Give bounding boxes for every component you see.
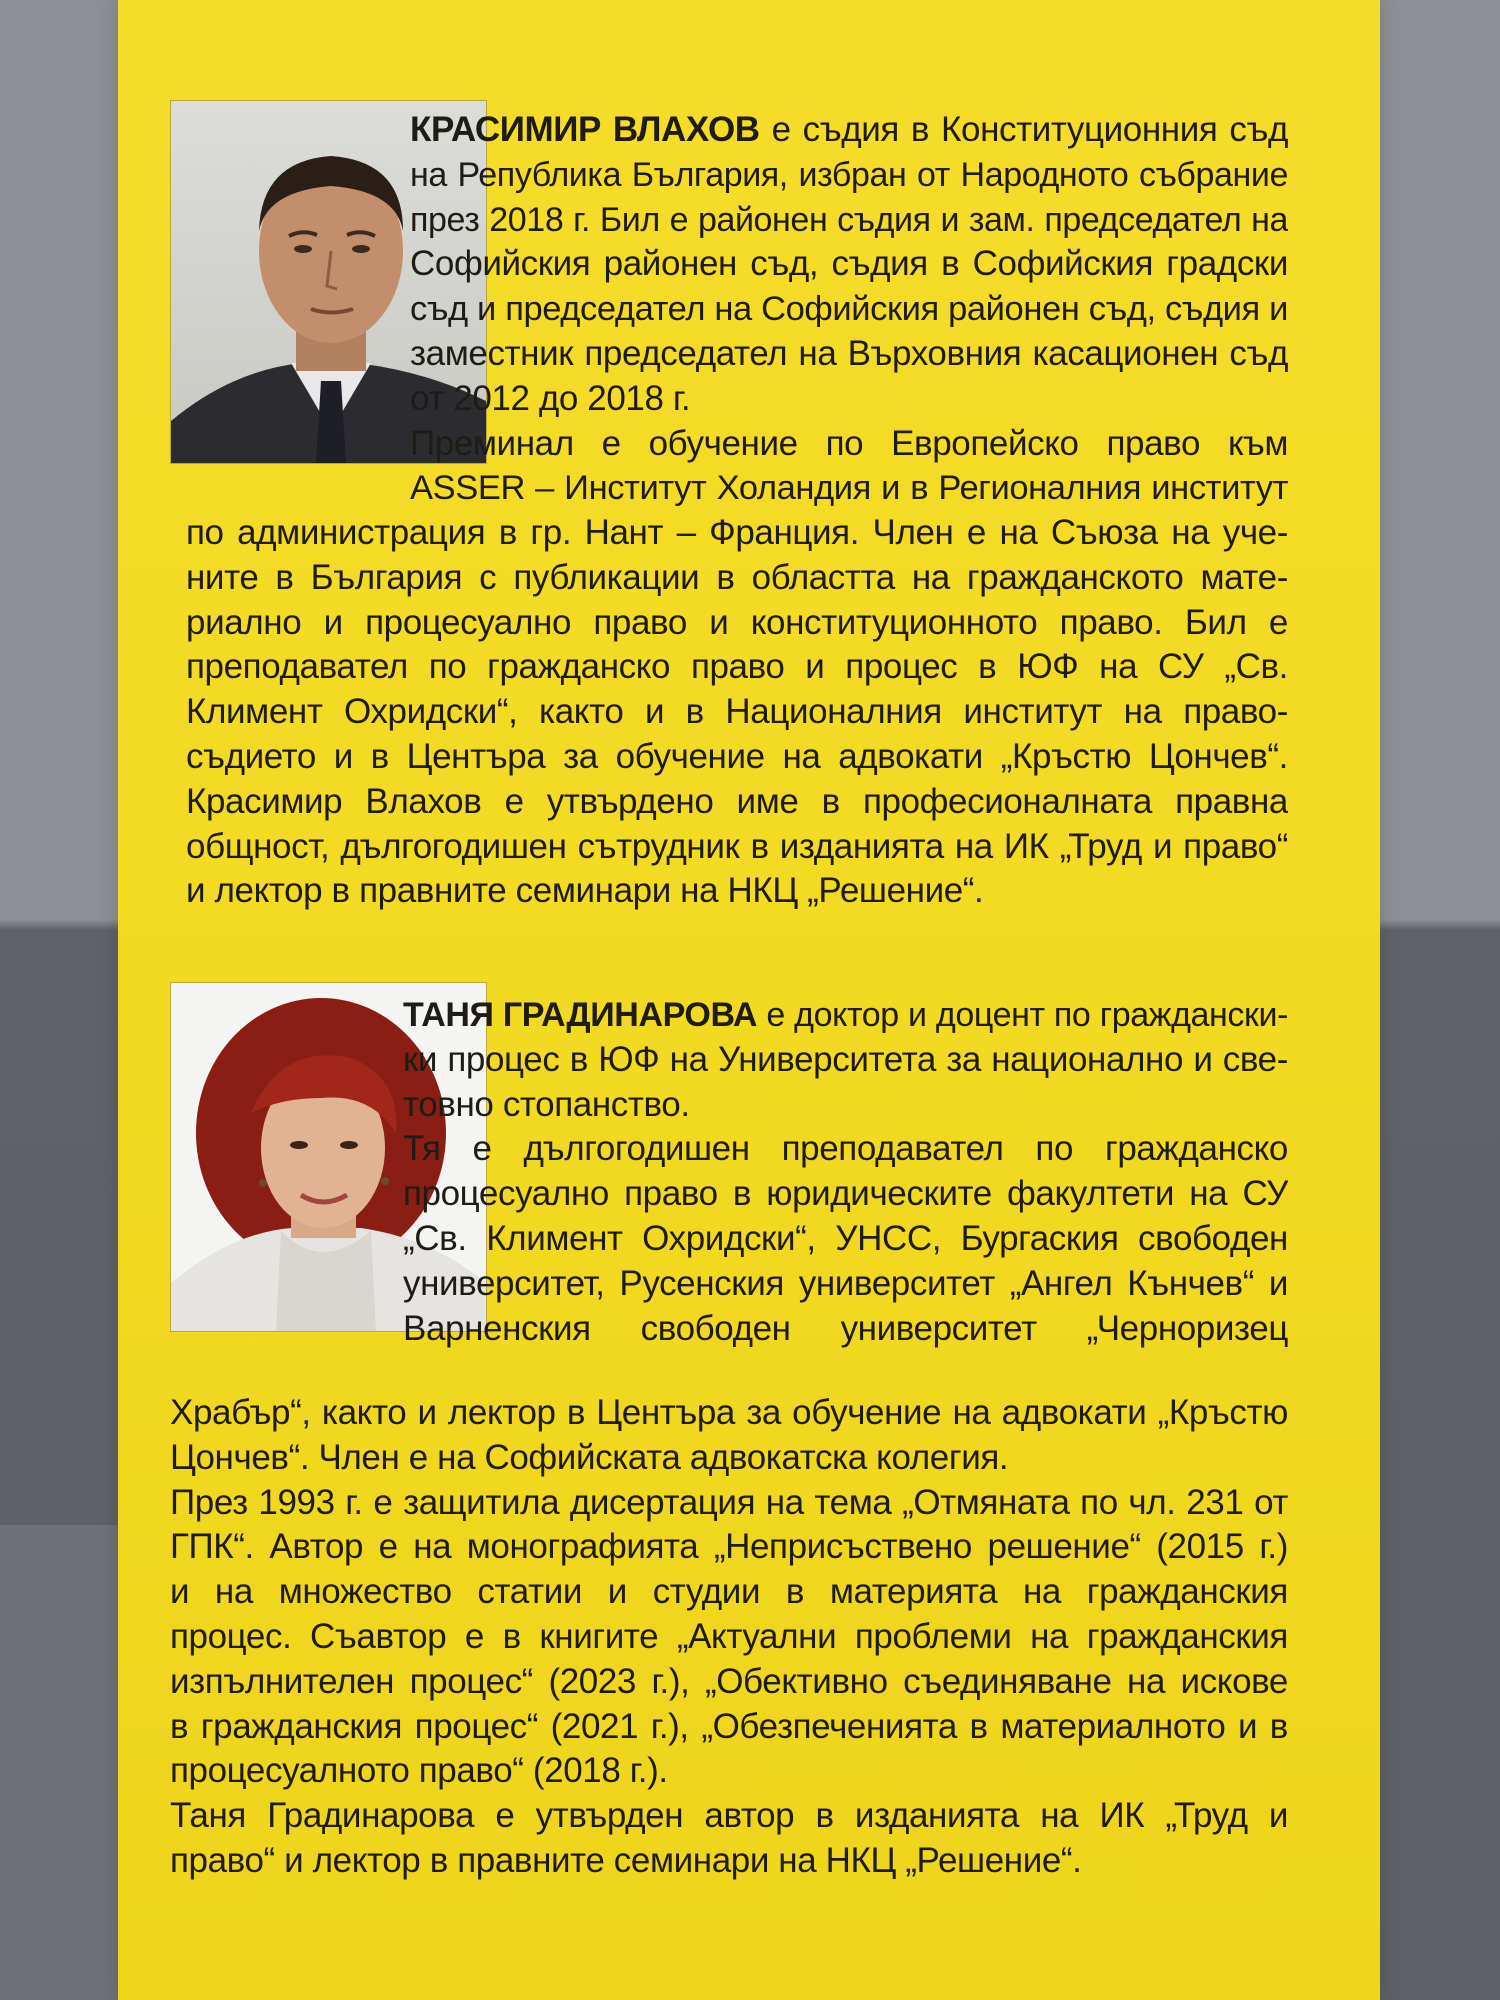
bio-line: Таня Градинарова е утвърден автор в изданията на ИК „Труд и: [170, 1796, 1288, 1836]
background-shadow: [0, 1525, 118, 2000]
bio-line: „Св. Климент Охридски“, УНСС, Бургаския свободен: [403, 1218, 1288, 1258]
bio-line: риално и процесуално право и конституционното право. Бил е: [186, 602, 1288, 642]
bio-line: Храбър“, както и лектор в Центъра за обучение на адвокати „Кръстю: [170, 1393, 1288, 1432]
bio-vlahov-upper: КРАСИМИР ВЛАХОВ е съдия в Конституционния съд на Република България, избран от Народното събрание през 2018 г. Бил е районен съдия и зам. председател на Софийския районен съд, съдия в Софийския градски съд и председател на Софийския районен съд, съдия и заместник председател на Върховния касационен съд от 2012 до 2018 г. Преминал е обучение по Европейско право към ASSER – Институт Холандия и в Регионалния институт: [410, 108, 1288, 511]
bio-line: право“ и лектор в правните семинари на НКЦ „Решение“.: [170, 1840, 1082, 1880]
bio-gradinarova-upper: ТАНЯ ГРАДИНАРОВА е доктор и доцент по граждански- ки процес в ЮФ на Университета за национално и све- товно стопанство. Тя е дългогодишен преподавател по гражданско процесуално право в юридическите факултети на СУ „Св. Климент Охридски“, УНСС, Бургаския свободен университет, Русенския университет „Ангел Кънчев“ и Варненския свободен университет „Черноризец: [403, 993, 1288, 1351]
bio-line: общност, дългогодишен сътрудник в изданията на ИК „Труд и право“: [186, 826, 1288, 866]
bio-line: на Република България, избран от Народното събрание: [410, 155, 1288, 194]
bio-line: и лектор в правните семинари на НКЦ „Решение“.: [186, 871, 984, 911]
bio-line: през 2018 г. Бил е районен съдия и зам. председател на: [410, 200, 1288, 239]
bio-line: Цончев“. Член е на Софийската адвокатска колегия.: [170, 1437, 1009, 1477]
bio-line: товно стопанство.: [403, 1084, 690, 1124]
bio-line: в гражданския процес“ (2021 г.), „Обезпеченията в материалното и в: [170, 1706, 1288, 1746]
bio-line: Тя е дългогодишен преподавател по гражданско: [403, 1129, 1288, 1169]
bio-line: ГПК“. Автор е на монографията „Неприсъствено решение“ (2015 г.): [170, 1527, 1288, 1567]
bio-line: Софийския районен съд, съдия в Софийския градски: [410, 244, 1288, 284]
bio-line: процесуалното право“ (2018 г.).: [170, 1751, 668, 1791]
bio-line: университет, Русенския университет „Ангел Кънчев“ и: [403, 1263, 1288, 1303]
bio-line: Красимир Влахов е утвърдено име в професионалната правна: [186, 781, 1288, 821]
bio-line: преподавател по гражданско право и процес в ЮФ на СУ „Св.: [186, 647, 1288, 687]
bio-line: заместник председател на Върховния касационен съд: [410, 333, 1288, 373]
bio-line: от 2012 до 2018 г.: [410, 378, 691, 418]
bio-line: изпълнителен процес“ (2023 г.), „Обективно съединяване на искове: [170, 1661, 1288, 1701]
bio-line: През 1993 г. е защитила дисертация на тема „Отмяната по чл. 231 от: [170, 1482, 1288, 1522]
bio-line: ASSER – Институт Холандия и в Регионалния институт: [410, 469, 1288, 508]
author-name-vlahov: КРАСИМИР ВЛАХОВ: [410, 110, 760, 149]
bio-line: Климент Охридски“, както и в Националния институт на право-: [186, 692, 1288, 732]
bio-line: ните в България с публикации в областта на гражданското мате-: [186, 557, 1288, 597]
book-back-cover: [118, 0, 1380, 2000]
bio-line: ки процес в ЮФ на Университета за национално и све-: [403, 1039, 1288, 1079]
bio-gradinarova-lower: [170, 1391, 1288, 1884]
author-name-gradinarova: ТАНЯ ГРАДИНАРОВА: [403, 996, 758, 1034]
bio-line: съдието и в Центъра за обучение на адвокати „Кръстю Цончев“.: [186, 736, 1288, 776]
bio-line: съд и председател на Софийския районен съд, съдия и: [410, 290, 1288, 329]
bio-line: Варненския свободен университет „Черноризец: [403, 1308, 1288, 1348]
bio-line: процес. Съавтор е в книгите „Актуални проблеми на гражданския: [170, 1616, 1288, 1656]
bio-line: и на множество статии и студии в материята на гражданския: [170, 1572, 1288, 1612]
bio-line: по администрация в гр. Нант – Франция. Член е на Съюза на уче-: [186, 513, 1288, 552]
bio-line: процесуално право в юридическите факултети на СУ: [403, 1174, 1288, 1214]
bio-line: Преминал е обучение по Европейско право към: [410, 423, 1288, 463]
bio-vlahov-lower: [186, 511, 1288, 914]
